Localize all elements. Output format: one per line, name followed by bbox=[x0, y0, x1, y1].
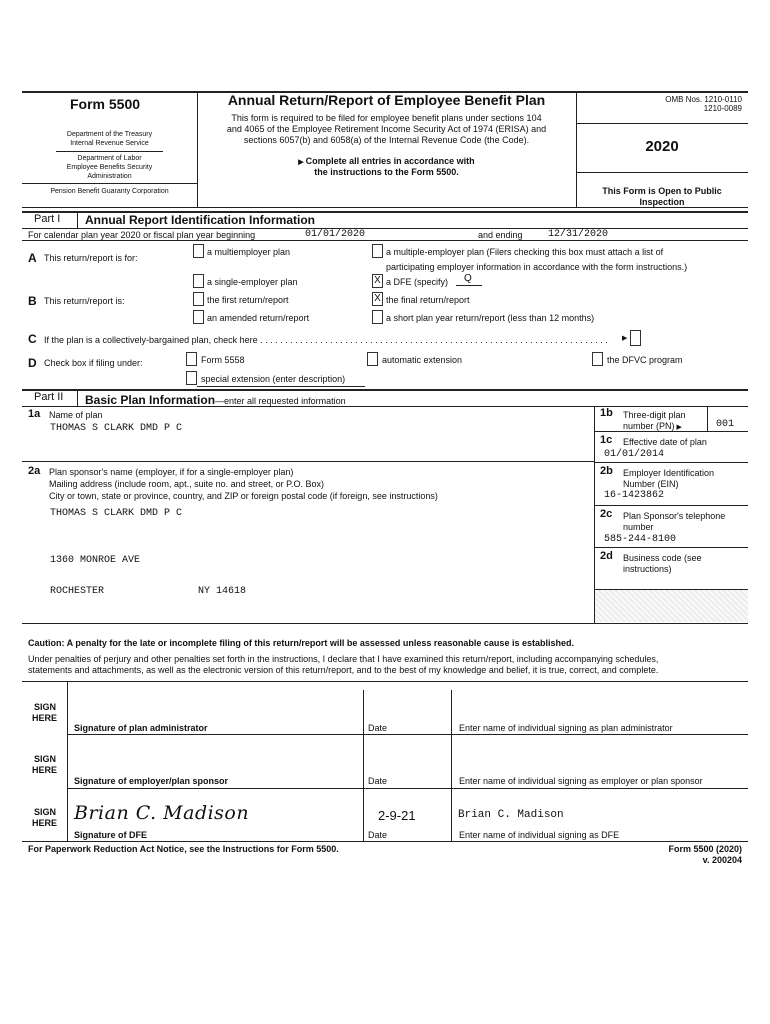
special-extension-checkbox[interactable] bbox=[186, 371, 197, 385]
section-b-label: This return/report is: bbox=[44, 296, 125, 306]
section-a-label: This return/report is for: bbox=[44, 253, 138, 263]
instructions-line-2: the instructions to the Form 5500. bbox=[314, 167, 459, 177]
form-title: Annual Return/Report of Employee Benefit Plan bbox=[227, 92, 546, 108]
agency-irs: Internal Revenue Service bbox=[70, 140, 149, 147]
public-inspection-1: This Form is Open to Public bbox=[602, 186, 722, 196]
part1-label: Part I bbox=[34, 213, 61, 225]
collectively-bargained-checkbox[interactable] bbox=[630, 330, 641, 346]
sign-label-3: SIGN bbox=[34, 807, 57, 817]
perjury-text-2: statements and attachments, as well as the electronic version of this return/report, and to the best of my knowledge and belief, it is true, correct, and complete. bbox=[28, 665, 659, 675]
form-description-3: sections 6057(b) and 6058(a) of the Internal Revenue Code (the Code). bbox=[243, 135, 530, 145]
dfe-signature[interactable]: Brian C. Madison bbox=[74, 802, 250, 824]
arrow-right-icon: ▶ bbox=[298, 159, 306, 166]
line-2a-label-2: Mailing address (include room, apt., suite no. and street, or P.O. Box) bbox=[49, 479, 324, 489]
agency-ebsa-admin: Administration bbox=[87, 173, 132, 180]
part2-title: Basic Plan Information bbox=[85, 393, 216, 407]
dfe-signature-date[interactable]: 2-9-21 bbox=[378, 808, 416, 823]
short-plan-year-checkbox[interactable] bbox=[372, 310, 383, 324]
automatic-extension-label: automatic extension bbox=[382, 355, 463, 365]
sign-label-1: SIGN bbox=[34, 702, 57, 712]
public-inspection-2: Inspection bbox=[639, 197, 685, 207]
form-description-2: and 4065 of the Employee Retirement Income Security Act of 1974 (ERISA) and bbox=[226, 124, 547, 134]
first-return-checkbox[interactable] bbox=[193, 292, 204, 306]
sponsor-address-field[interactable]: 1360 MONROE AVE bbox=[50, 555, 141, 566]
line-2a-number: 2a bbox=[28, 465, 41, 477]
multiple-employer-label-2: participating employer information in accordance with the form instructions.) bbox=[386, 262, 688, 272]
sponsor-name-field[interactable]: THOMAS S CLARK DMD P C bbox=[50, 508, 183, 519]
section-b-letter: B bbox=[28, 294, 37, 308]
plan-number-field[interactable]: 001 bbox=[716, 419, 735, 430]
sponsor-city-field[interactable]: ROCHESTER bbox=[50, 586, 105, 597]
line-1c-number: 1c bbox=[600, 434, 613, 446]
sponsor-state-zip-field[interactable]: NY 14618 bbox=[198, 586, 247, 597]
shaded-area bbox=[595, 590, 748, 622]
caution-text: Caution: A penalty for the late or incomplete filing of this return/report will be assessed unless reasonable cause is established. bbox=[28, 638, 574, 648]
multiemployer-label: a multiemployer plan bbox=[207, 247, 291, 257]
dfvc-checkbox[interactable] bbox=[592, 352, 603, 366]
tax-year: 2020 bbox=[645, 138, 679, 155]
multiemployer-checkbox[interactable] bbox=[193, 244, 204, 258]
plan-year-end[interactable]: 12/31/2020 bbox=[548, 229, 609, 240]
special-extension-label: special extension (enter description) bbox=[201, 374, 346, 384]
effective-date-field[interactable]: 01/01/2014 bbox=[604, 449, 665, 460]
automatic-extension-checkbox[interactable] bbox=[367, 352, 378, 366]
section-d-letter: D bbox=[28, 356, 37, 370]
dfe-label: a DFE (specify) bbox=[386, 277, 449, 287]
part1-title: Annual Report Identification Information bbox=[85, 213, 315, 227]
first-return-label: the first return/report bbox=[207, 295, 289, 305]
line-1b-label-2: number (PN) ▶ bbox=[623, 421, 682, 431]
here-label-3: HERE bbox=[32, 818, 58, 828]
agency-pbgc: Pension Benefit Guaranty Corporation bbox=[50, 188, 169, 195]
line-2d-label-1: Business code (see bbox=[623, 553, 702, 563]
line-2b-label-1: Employer Identification bbox=[623, 468, 715, 478]
short-plan-year-label: a short plan year return/report (less than 12 months) bbox=[386, 313, 595, 323]
section-d-label: Check box if filing under: bbox=[44, 358, 143, 368]
line-2b-label-2: Number (EIN) bbox=[623, 479, 679, 489]
plan-name-field[interactable]: THOMAS S CLARK DMD P C bbox=[50, 423, 183, 434]
dfe-printed-name[interactable]: Brian C. Madison bbox=[458, 809, 564, 821]
form-id-footer: Form 5500 (2020) bbox=[668, 844, 742, 854]
agency-labor: Department of Labor bbox=[77, 155, 142, 162]
single-employer-label: a single-employer plan bbox=[207, 277, 298, 287]
paperwork-notice: For Paperwork Reduction Act Notice, see the Instructions for Form 5500. bbox=[28, 844, 339, 854]
sponsor-name-label: Enter name of individual signing as employer or plan sponsor bbox=[459, 776, 703, 786]
omb-number: OMB Nos. 1210-0110 bbox=[665, 95, 742, 104]
dfvc-label: the DFVC program bbox=[607, 355, 683, 365]
dfe-checkbox[interactable]: X bbox=[372, 274, 383, 288]
sponsor-signature-label: Signature of employer/plan sponsor bbox=[74, 776, 229, 786]
single-employer-checkbox[interactable] bbox=[193, 274, 204, 288]
admin-signature-area[interactable] bbox=[70, 690, 360, 720]
amended-return-checkbox[interactable] bbox=[193, 310, 204, 324]
section-a-letter: A bbox=[28, 251, 37, 265]
plan-year-begin[interactable]: 01/01/2020 bbox=[305, 229, 366, 240]
agency-ebsa: Employee Benefits Security bbox=[66, 164, 153, 171]
form-5558-checkbox[interactable] bbox=[186, 352, 197, 366]
arrow-right-icon: ▶ bbox=[622, 335, 628, 342]
form-description-1: This form is required to be filed for employee benefit plans under sections 104 bbox=[231, 113, 542, 123]
admin-signature-label: Signature of plan administrator bbox=[74, 723, 208, 733]
final-return-checkbox[interactable]: X bbox=[372, 292, 383, 306]
sponsor-date-label: Date bbox=[368, 776, 388, 786]
part2-label: Part II bbox=[34, 391, 64, 403]
multiple-employer-label: a multiple-employer plan (Filers checking this box must attach a list of bbox=[386, 247, 664, 257]
plan-year-text: For calendar plan year 2020 or fiscal plan year beginning bbox=[28, 230, 256, 240]
line-1b-number: 1b bbox=[600, 407, 613, 419]
dot-leader: . . . . . . . . . . . . . . . . . . . . . . . . . . . . . . . . . . . . . . . . . . . . . . . . . . . . . . . . . . . . . . . . . . . . . . bbox=[257, 335, 608, 345]
line-2b-number: 2b bbox=[600, 465, 613, 477]
line-1b-label-1: Three-digit plan bbox=[623, 410, 686, 420]
perjury-text-1: Under penalties of perjury and other penalties set forth in the instructions, I declare that I have examined this return/report, including accompanying schedules, bbox=[28, 654, 659, 664]
plan-year-ending-text: and ending bbox=[478, 230, 523, 240]
admin-name-label: Enter name of individual signing as plan administrator bbox=[459, 723, 673, 733]
sponsor-signature-area[interactable] bbox=[70, 740, 360, 774]
section-c-letter: C bbox=[28, 332, 37, 346]
admin-date-label: Date bbox=[368, 723, 388, 733]
here-label-1: HERE bbox=[32, 713, 58, 723]
line-1c-label: Effective date of plan bbox=[623, 437, 707, 447]
agency-treasury: Department of the Treasury bbox=[66, 131, 153, 138]
line-1a-number: 1a bbox=[28, 408, 41, 420]
final-return-label: the final return/report bbox=[386, 295, 470, 305]
dfe-name-label: Enter name of individual signing as DFE bbox=[459, 830, 620, 840]
line-2d-label-2: instructions) bbox=[623, 564, 672, 574]
line-2c-label-2: number bbox=[623, 522, 654, 532]
line-2d-number: 2d bbox=[600, 550, 613, 562]
dfe-code[interactable]: Q bbox=[464, 273, 472, 284]
arrow-right-icon: ▶ bbox=[674, 424, 682, 431]
phone-field[interactable]: 585-244-8100 bbox=[604, 534, 677, 545]
form-version: v. 200204 bbox=[702, 855, 742, 865]
here-label-2: HERE bbox=[32, 765, 58, 775]
form-5558-label: Form 5558 bbox=[201, 355, 245, 365]
line-1a-label: Name of plan bbox=[49, 410, 103, 420]
line-2a-label-3: City or town, state or province, country, and ZIP or foreign postal code (if foreign, see instructions) bbox=[49, 491, 438, 501]
section-c-label: If the plan is a collectively-bargained plan, check here . . . . . . . . . . . . . . . . . . . . . . . . . . . . . . . . . . . . . . . . . . . . . . . . . . . . . . . . . . . . . . . . . . . . . . bbox=[44, 335, 608, 345]
multiple-employer-checkbox[interactable] bbox=[372, 244, 383, 258]
line-2c-number: 2c bbox=[600, 508, 613, 520]
dfe-signature-label: Signature of DFE bbox=[74, 830, 148, 840]
part2-subtitle: —enter all requested information bbox=[215, 396, 346, 406]
instructions-line-1: ▶ Complete all entries in accordance with bbox=[298, 156, 475, 166]
sign-label-2: SIGN bbox=[34, 754, 57, 764]
line-2c-label-1: Plan Sponsor's telephone bbox=[623, 511, 726, 521]
amended-return-label: an amended return/report bbox=[207, 313, 310, 323]
ein-field[interactable]: 16-1423862 bbox=[604, 490, 665, 501]
omb-number-2: 1210-0089 bbox=[703, 104, 742, 113]
dfe-date-label: Date bbox=[368, 830, 388, 840]
form-name: Form 5500 bbox=[70, 96, 141, 112]
line-2a-label-1: Plan sponsor's name (employer, if for a single-employer plan) bbox=[49, 467, 294, 477]
